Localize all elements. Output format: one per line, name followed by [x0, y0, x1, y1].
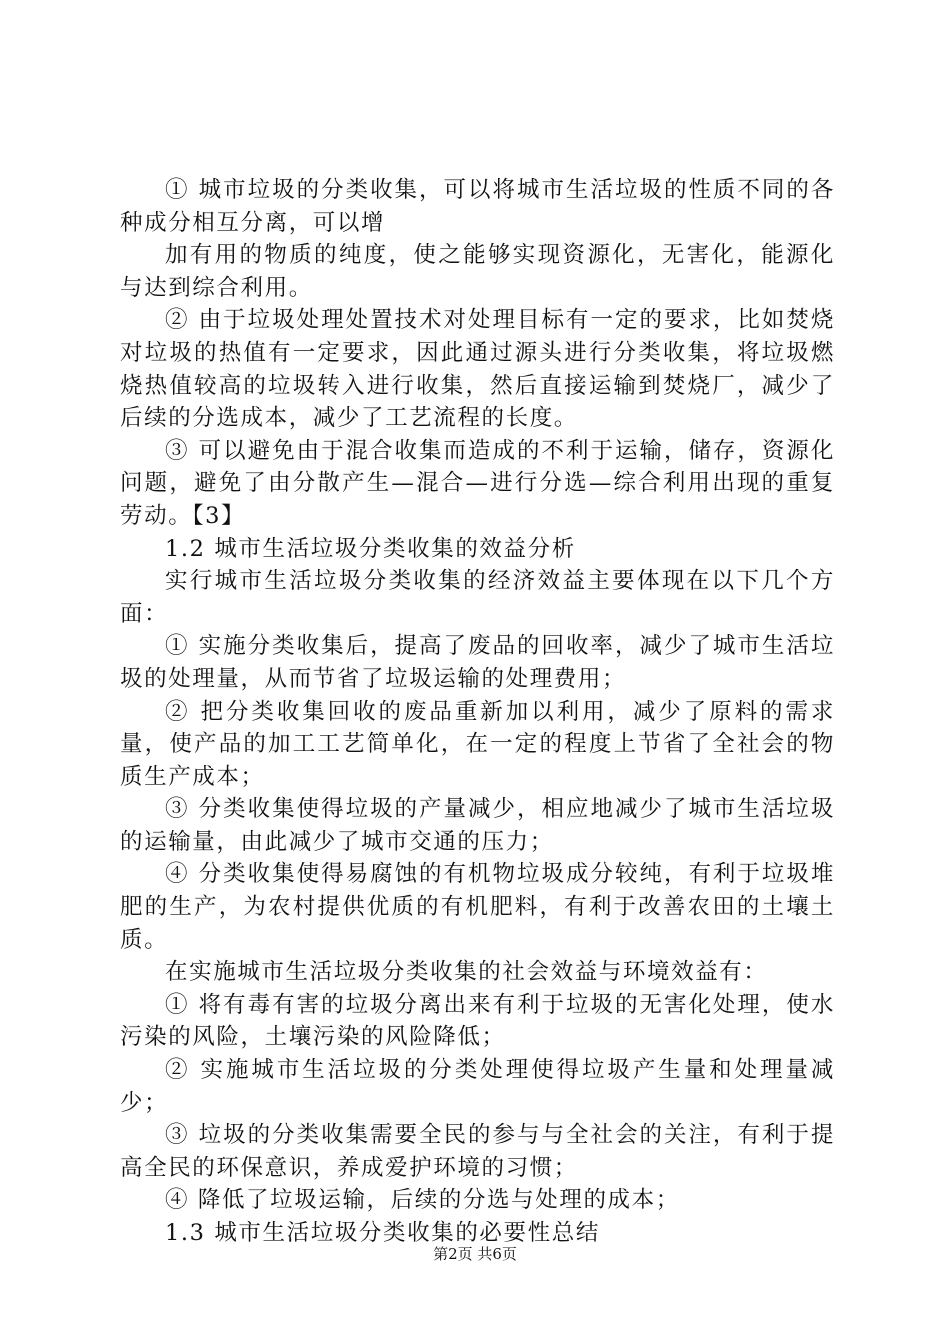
section-heading-1-3: 1.3 城市生活垃圾分类收集的必要性总结: [165, 1220, 600, 1246]
paragraph-social-environmental-intro: 在实施城市生活垃圾分类收集的社会效益与环境效益有：: [165, 959, 768, 986]
paragraph-economic-benefits-intro: 实行城市生活垃圾分类收集的经济效益主要体现在以下几个方面：: [120, 568, 835, 627]
paragraph-economic-benefit-3: ③ 分类收集使得垃圾的产量减少，相应地减少了城市生活垃圾的运输量，由此减少了城市交通的压力；: [120, 796, 835, 855]
paragraph-social-benefit-4: ④ 降低了垃圾运输，后续的分选与处理的成本；: [165, 1187, 680, 1214]
paragraph-social-benefit-1: ① 将有毒有害的垃圾分离出来有利于垃圾的无害化处理，使水污染的风险，土壤污染的风险降低；: [120, 991, 835, 1051]
paragraph-social-benefit-3: ③ 垃圾的分类收集需要全民的参与与全社会的关注，有利于提高全民的环保意识，养成爱护环境的习惯；: [120, 1122, 835, 1181]
paragraph-economic-benefit-2: ② 把分类收集回收的废品重新加以利用，减少了原料的需求量，使产品的加工工艺简单化，在一定的程度上节省了全社会的物质生产成本；: [120, 698, 835, 790]
paragraph-purity-resource-utilization: 加有用的物质的纯度，使之能够实现资源化，无害化，能源化与达到综合利用。: [120, 242, 835, 301]
paragraph-incineration-heat-value: ② 由于垃圾处理处置技术对处理目标有一定的要求，比如焚烧对垃圾的热值有一定要求，因此通过源头进行分类收集，将垃圾燃烧热值较高的垃圾转入进行收集，然后直接运输到焚烧厂，减少了后续的分选成本，减少了工艺流程的长度。: [120, 307, 835, 432]
paragraph-economic-benefit-1: ① 实施分类收集后，提高了废品的回收率，减少了城市生活垃圾的处理量，从而节省了垃圾运输的处理费用；: [120, 633, 835, 692]
section-heading-1-2: 1.2 城市生活垃圾分类收集的效益分析: [165, 535, 576, 562]
paragraph-sorting-separates-components: ① 城市垃圾的分类收集，可以将城市生活垃圾的性质不同的各种成分相互分离，可以增: [120, 177, 835, 236]
paragraph-economic-benefit-4: ④ 分类收集使得易腐蚀的有机物垃圾成分较纯，有利于垃圾堆肥的生产，为农村提供优质的有机肥料，有利于改善农田的土壤土质。: [120, 861, 835, 953]
paragraph-avoid-mixed-collection: ③ 可以避免由于混合收集而造成的不利于运输，储存，资源化问题，避免了由分散产生—混合—进行分选—综合利用出现的重复劳动。【3】: [120, 437, 835, 529]
page-number-footer: 第2页 共6页: [433, 1245, 517, 1263]
document-body: [120, 174, 835, 1250]
paragraph-social-benefit-2: ② 实施城市生活垃圾的分类处理使得垃圾产生量和处理量减少；: [120, 1057, 835, 1116]
